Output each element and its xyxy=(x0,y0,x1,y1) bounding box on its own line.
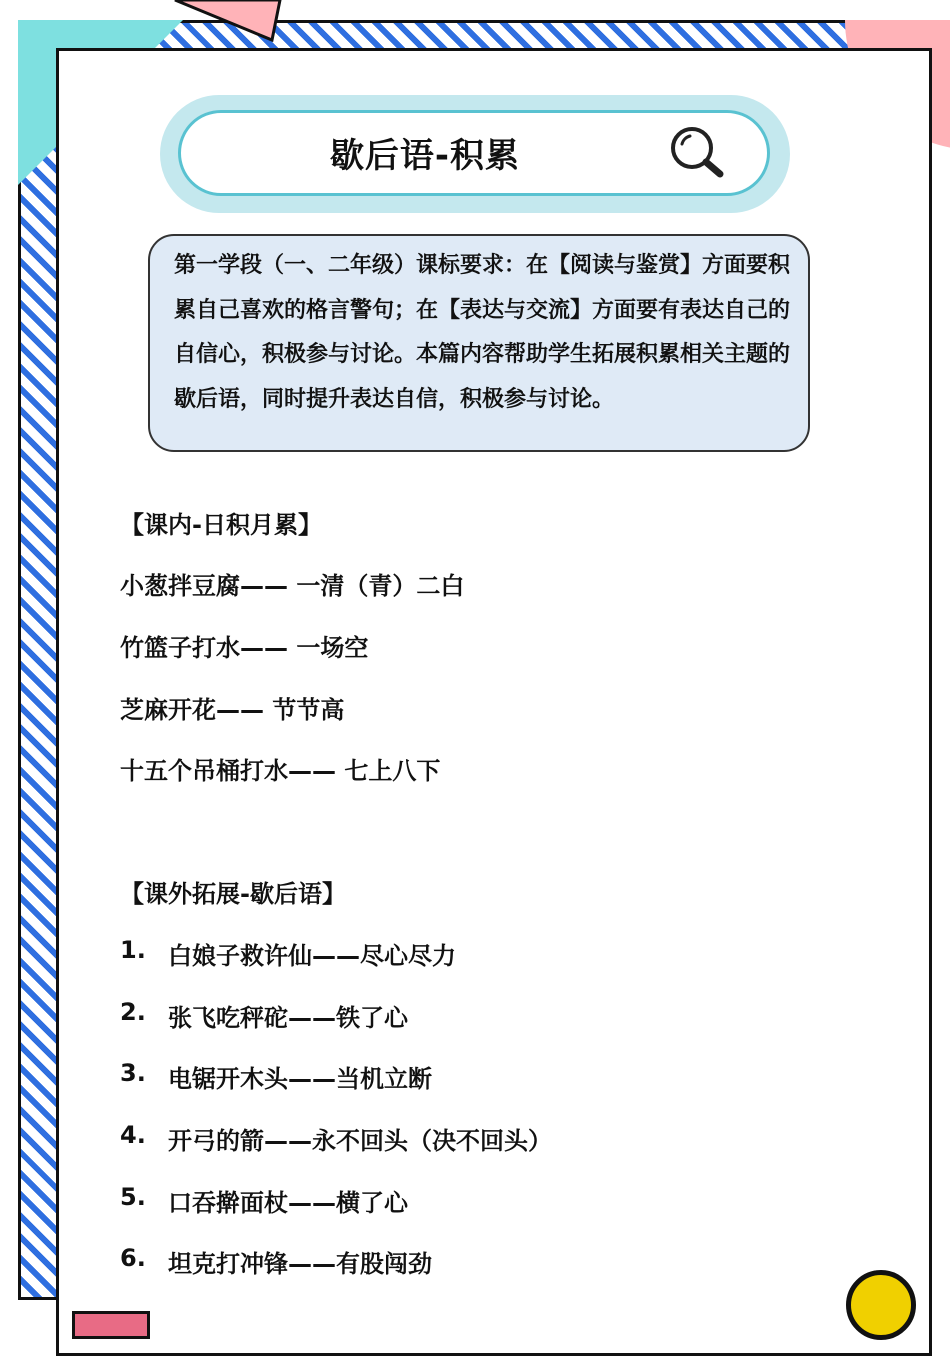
extension-saying: 坦克打冲锋——有股闯劲 xyxy=(168,1250,432,1278)
in-class-saying: 十五个吊桶打水—— 七上八下 xyxy=(120,757,441,785)
list-number: 5. xyxy=(120,1183,146,1211)
page-title: 歇后语-积累 xyxy=(329,136,521,176)
pink-top-triangle xyxy=(170,0,285,45)
search-icon xyxy=(668,124,728,180)
extension-saying: 电锯开木头——当机立断 xyxy=(168,1065,432,1093)
extension-saying: 开弓的箭——永不回头（决不回头） xyxy=(168,1127,552,1155)
list-number: 1. xyxy=(120,936,146,964)
yellow-decor-circle xyxy=(846,1270,916,1340)
extension-saying: 口吞擀面杖——横了心 xyxy=(168,1189,408,1217)
list-number: 3. xyxy=(120,1059,146,1087)
extension-saying: 白娘子救许仙——尽心尽力 xyxy=(168,942,456,970)
curriculum-requirement-box: 第一学段（一、二年级）课标要求：在【阅读与鉴赏】方面要积累自己喜欢的格言警句；在【表达与交流】方面要有表达自己的自信心，积极参与讨论。本篇内容帮助学生拓展积累相关主题的歇后语，同时提升表达自信，积极参与讨论。 xyxy=(148,234,810,452)
in-class-saying: 小葱拌豆腐—— 一清（青）二白 xyxy=(120,572,465,600)
in-class-saying: 芝麻开花—— 节节高 xyxy=(120,696,345,724)
in-class-heading: 【课内-日积月累】 xyxy=(120,511,322,539)
pink-decor-bar xyxy=(72,1311,150,1339)
list-number: 6. xyxy=(120,1244,146,1272)
extension-saying: 张飞吃秤砣——铁了心 xyxy=(168,1004,408,1032)
in-class-saying: 竹篮子打水—— 一场空 xyxy=(120,634,369,662)
list-number: 2. xyxy=(120,998,146,1026)
list-number: 4. xyxy=(120,1121,146,1149)
extension-heading: 【课外拓展-歇后语】 xyxy=(120,880,346,908)
